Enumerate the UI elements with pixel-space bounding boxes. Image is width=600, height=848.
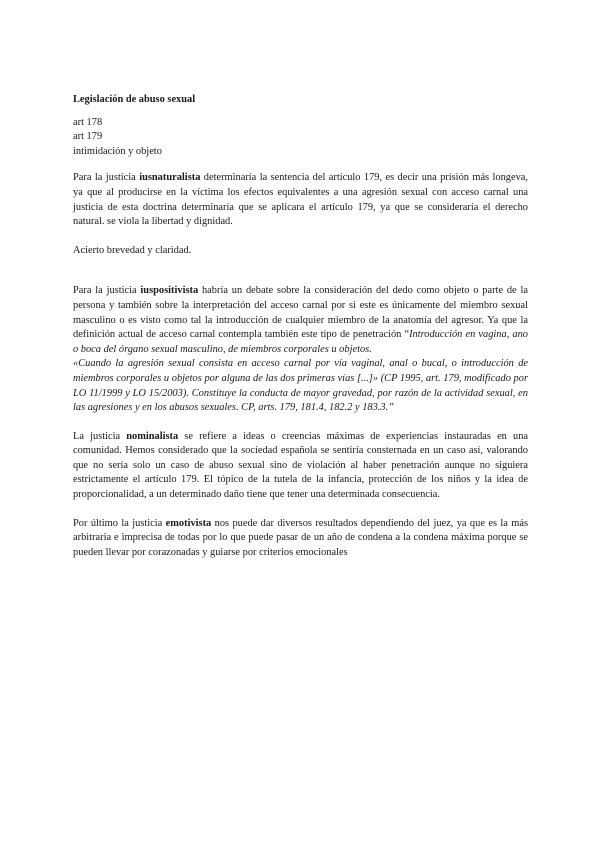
document-title: Legislación de abuso sexual: [73, 94, 196, 105]
p4-term: nominalista: [126, 430, 179, 442]
paragraph-iusnaturalista: [73, 171, 528, 229]
p5-term: emotivista: [165, 517, 212, 529]
document-page: [73, 93, 528, 560]
paragraph-iuspositivista: [73, 284, 528, 357]
p3-lead: Para la justicia: [73, 285, 141, 297]
p5-lead: Por último la justicia: [73, 517, 166, 529]
p1-lead: Para la justicia: [73, 172, 140, 184]
p4-body: se refiere a ideas o creencias máximas de experiencias instauradas en una comunidad. Hemos considerado que la sociedad española se sentiría consternada en un caso así, valorando que no sería solo un caso de abuso sexual sino de violación al haber penetración aunque no siguiera estrictamente el artículo 179. El tópico de la tutela de la infancia, protección de los niños y la idea de proporcionalidad, a un determinado daño tiene que tener una determinada consecuencia.: [73, 430, 528, 501]
p1-term: iusnaturalista: [139, 172, 201, 184]
ref-line-intimidacion: intimidación y objeto: [73, 145, 162, 157]
p4-lead: La justicia: [73, 430, 127, 442]
paragraph-emotivista: [73, 517, 528, 561]
p5-body: nos puede dar diversos resultados dependiendo del juez, ya que es la más arbitraria e imprecisa de todas por lo que puede pasar de un año de condena a la condena máxima porque se pueden llevar por corazonadas y guiarse por criterios emocionales: [73, 517, 529, 558]
ref-line-art-178: art 178: [73, 116, 103, 128]
ref-line-art-179: art 179: [73, 131, 103, 143]
p3-term: iuspositivista: [140, 285, 199, 297]
p3-italic-definition: Introducción en vagina, ano o boca del órgano sexual masculino, de miembros corporales u objetos.: [73, 329, 528, 355]
p3-body: habría un debate sobre la consideración del dedo como objeto o parte de la persona y también sobre la interpretación del acceso carnal por si este es únicamente del miembro sexual masculino o es visto como tal la introducción de cualquier miembro de la anatomía del agresor. Ya que la definición actual de acceso carnal contempla también este tipo de penetración “: [73, 285, 528, 341]
paragraph-nominalista: [73, 430, 528, 503]
p1-body: determinaría la sentencia del artículo 179, es decir una prisión más longeva, ya que al producirse en la víctima los efectos equivalentes a una agresión sexual con acceso carnal una justicia de esta doctrina determinaría que se aplicara el artículo 179, ya que se consideraría el derecho natural. se viola la libertad y dignidad.: [73, 172, 528, 228]
paragraph-acierto: Acierto brevedad y claridad.: [73, 244, 192, 256]
paragraph-legal-quote: «Cuando la agresión sexual consista en acceso carnal por vía vaginal, anal o bucal, o introducción de miembros corporales u objetos por alguna de las dos primeras vías [...]» (CP 1995, art. 179, modificado por LO 11/1999 y LO 15/2003). Constituye la conducta de mayor gravedad, por razón de la actividad sexual, en las agresiones y en los abusos sexuales. CP, arts. 179, 181.4, 182.2 y 183.3.”: [73, 358, 528, 414]
